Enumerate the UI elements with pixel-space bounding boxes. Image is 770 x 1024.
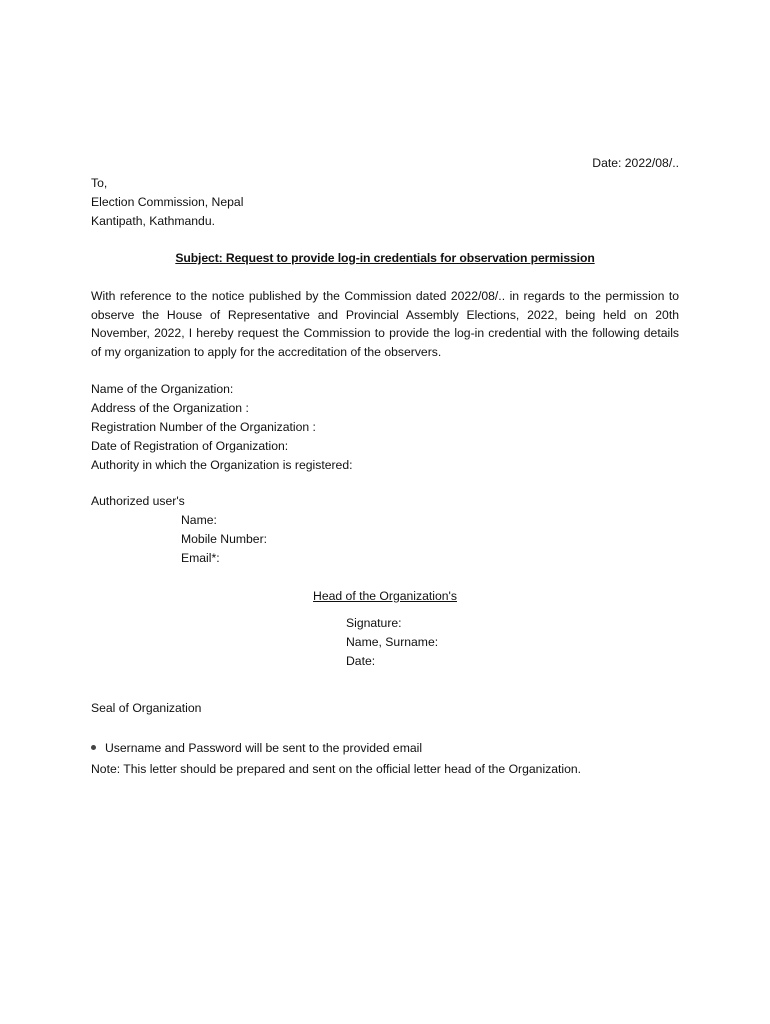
org-field-authority: Authority in which the Organization is registered: [91, 458, 353, 472]
auth-field-mobile: Mobile Number: [181, 532, 268, 546]
sign-field-signature: Signature: [346, 616, 402, 630]
sign-field-date: Date: [346, 654, 376, 668]
authorized-user-label: Authorized user's [91, 494, 185, 508]
recipient-line: Election Commission, Nepal [91, 195, 244, 209]
recipient-line: To, [91, 176, 108, 190]
authorized-user-fields [181, 511, 267, 568]
letter-body: With reference to the notice published by the Commission dated 2022/08/.. in regards to the permission to observe the House of Representative and Provincial Assembly Elections, 2022, being held on 20th November, 2022, I hereby request the Commission to provide the log-in credential with the following details of my organization to apply for the accreditation of the observers. [91, 289, 679, 359]
auth-field-email: Email*: [181, 551, 220, 565]
bullet-icon [91, 745, 96, 750]
bullet-note [91, 739, 422, 758]
org-field-registration-number: Registration Number of the Organization : [91, 420, 316, 434]
letter-subject: Subject: Request to provide log-in credentials for observation permission [175, 251, 595, 265]
seal-label: Seal of Organization [91, 701, 202, 715]
organization-fields [91, 380, 352, 475]
recipient-address [91, 174, 243, 231]
signature-fields [346, 614, 438, 671]
head-of-organization-title: Head of the Organization's [313, 589, 457, 603]
org-field-registration-date: Date of Registration of Organization: [91, 439, 289, 453]
letter-date: Date: 2022/08/.. [592, 156, 679, 170]
org-field-address: Address of the Organization : [91, 401, 249, 415]
bullet-note-text: Username and Password will be sent to the provided email [105, 741, 423, 755]
recipient-line: Kantipath, Kathmandu. [91, 214, 215, 228]
official-note: Note: This letter should be prepared and sent on the official letter head of the Organization. [91, 762, 582, 776]
sign-field-name: Name, Surname: [346, 635, 439, 649]
auth-field-name: Name: [181, 513, 217, 527]
org-field-name: Name of the Organization: [91, 382, 234, 396]
